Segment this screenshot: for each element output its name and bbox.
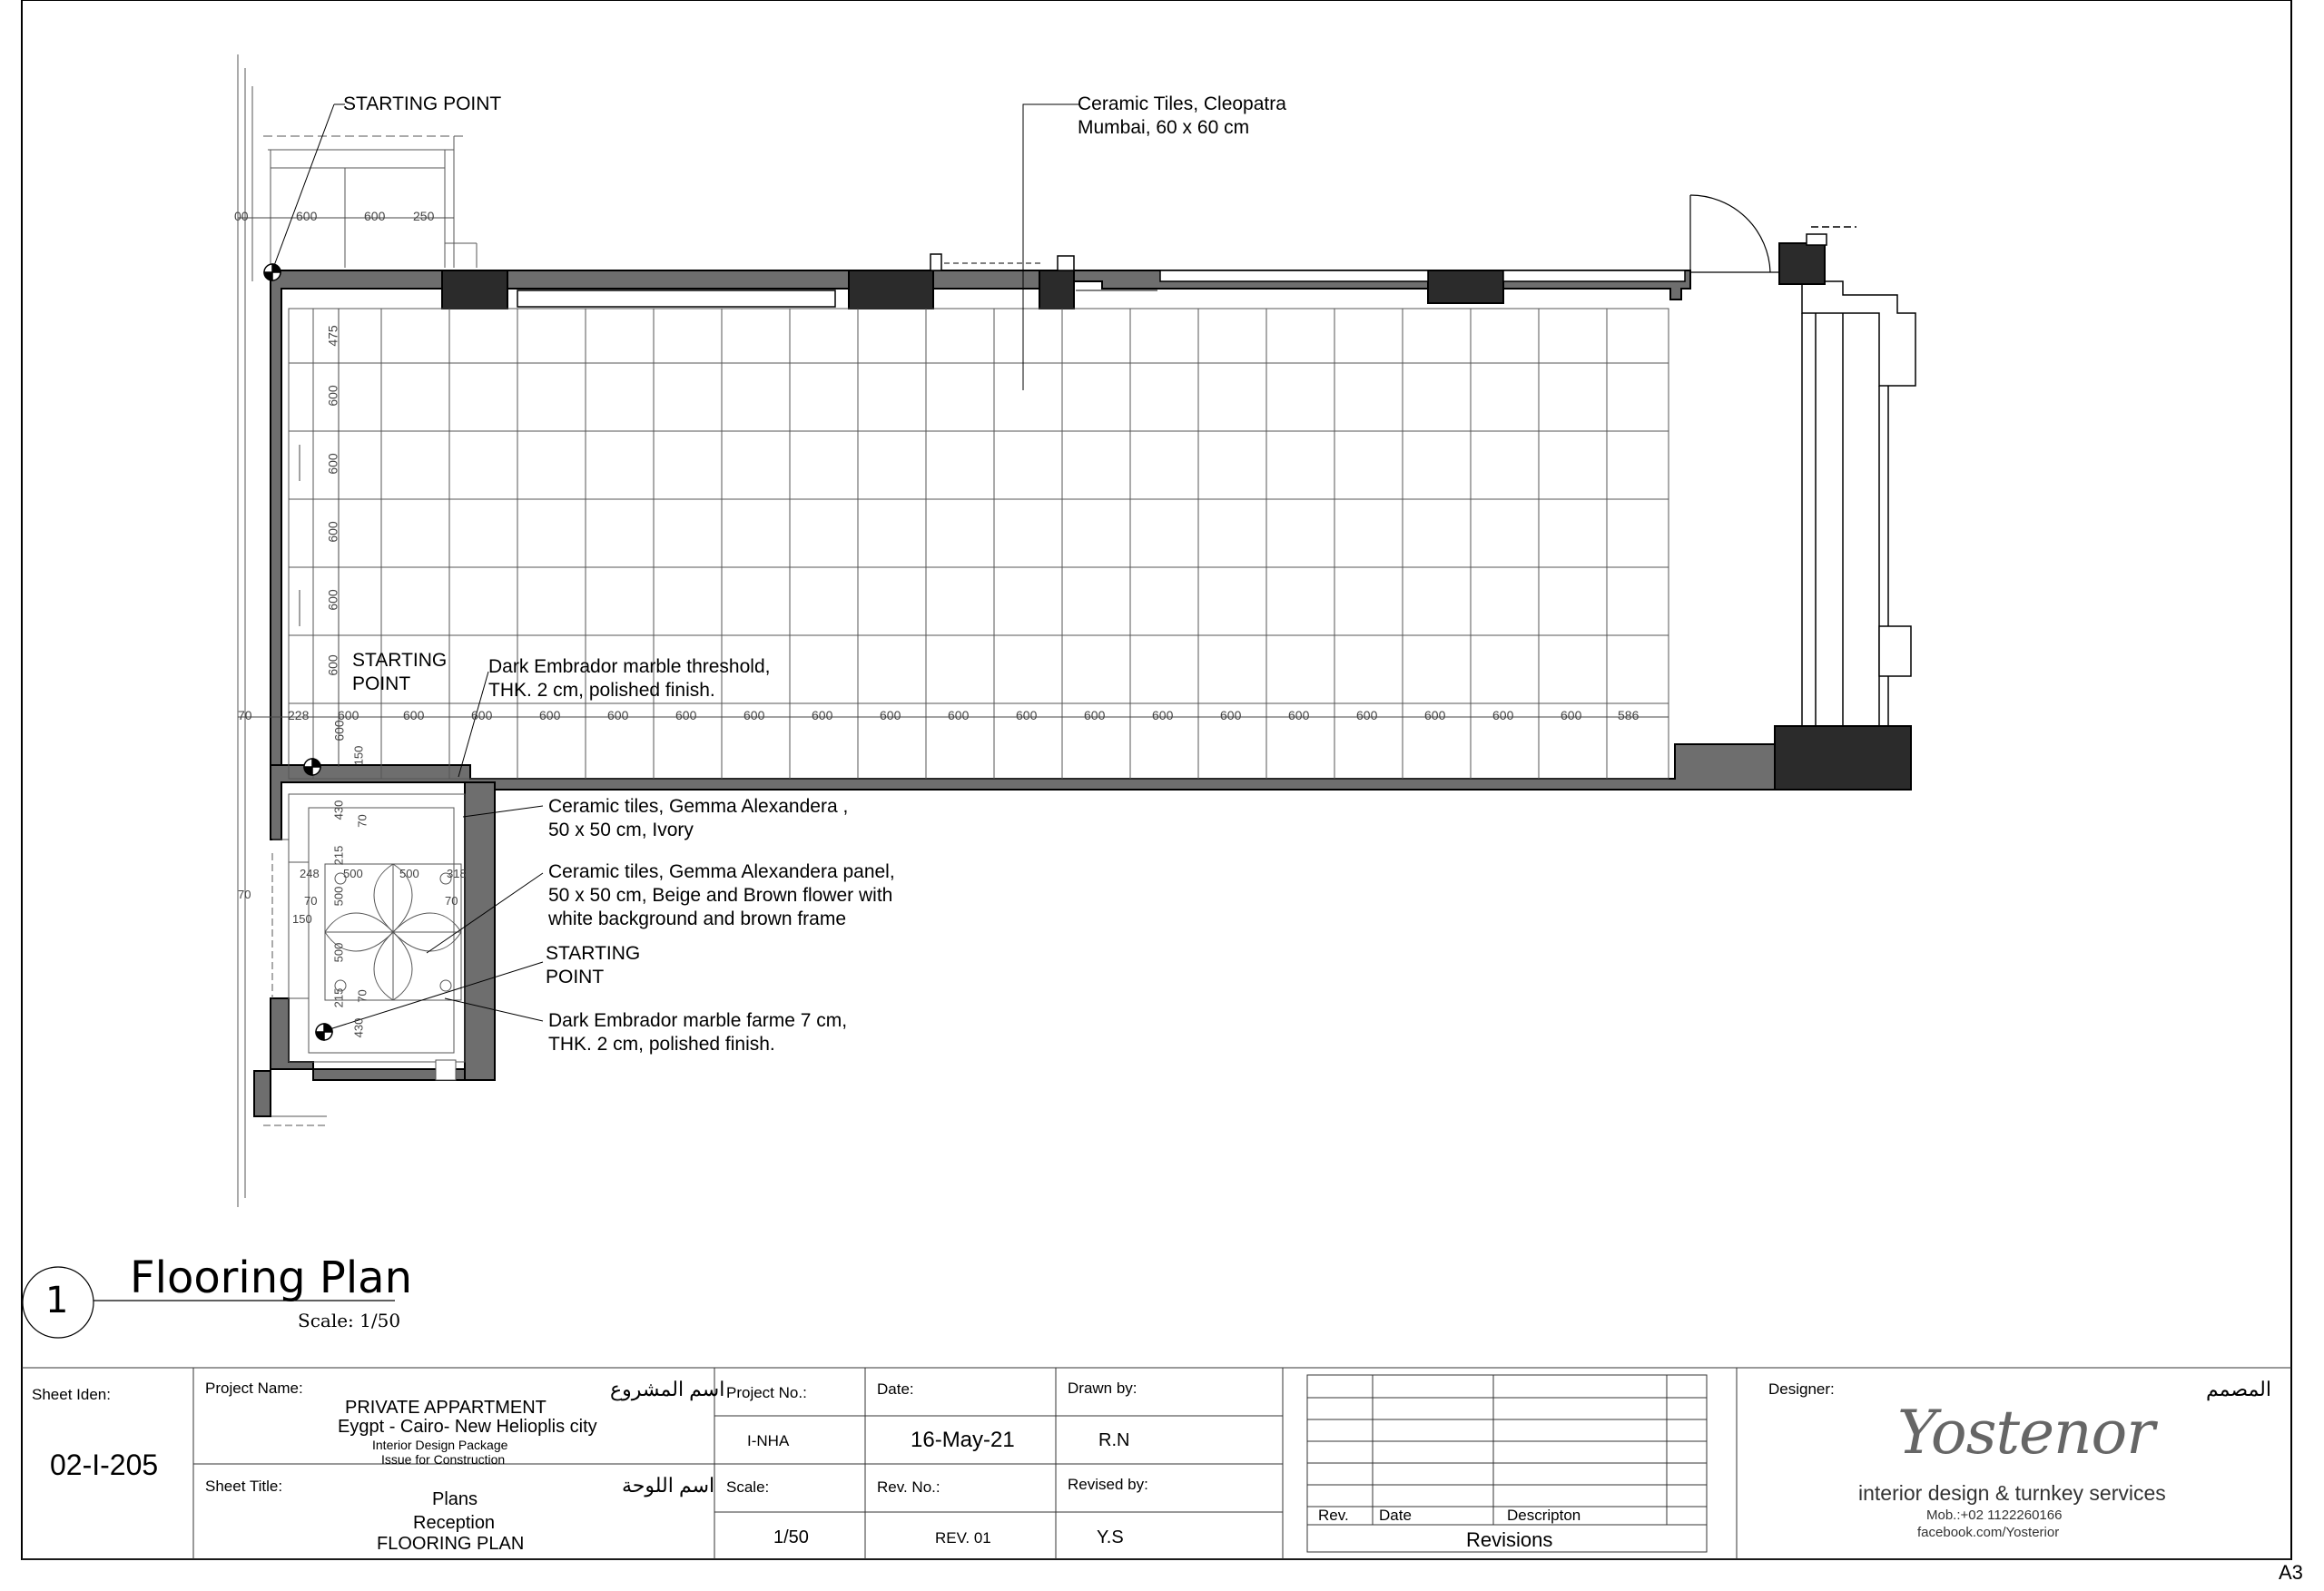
dim-vertical: 600 <box>325 589 340 611</box>
dim-top: 600 <box>296 209 318 223</box>
date-value: 16-May-21 <box>911 1428 1015 1452</box>
threshold-label-line2: THK. 2 cm, polished finish. <box>488 680 715 701</box>
rev-column-header: Rev. <box>1318 1507 1349 1524</box>
dim-horizontal: 600 <box>1220 708 1242 722</box>
project-issue: Issue for Construction <box>381 1452 506 1467</box>
dim-top: 600 <box>364 209 386 223</box>
designer-label: Designer: <box>1768 1380 1835 1398</box>
dim-horizontal: 600 <box>880 708 901 722</box>
dim-vertical: 600 <box>325 521 340 543</box>
drawing-title: Flooring Plan <box>130 1252 413 1303</box>
sheet-title-line1: Plans <box>432 1489 478 1509</box>
frame-label-line1: Dark Embrador marble farme 7 cm, <box>548 1010 848 1031</box>
dim-small-misc: 70 <box>355 814 369 828</box>
scale-label: Scale: <box>726 1478 770 1496</box>
dim-small-misc: 248 <box>300 867 320 880</box>
dim-small-misc: 150 <box>292 912 312 926</box>
dim-horizontal: 600 <box>403 708 425 722</box>
vestibule <box>272 794 465 1080</box>
dim-small: 215 <box>331 845 346 866</box>
frame-label-line2: THK. 2 cm, polished finish. <box>548 1034 775 1055</box>
dim-small-misc: 70 <box>238 888 251 901</box>
sheet-title-label: Sheet Title: <box>205 1478 283 1495</box>
dim-vertical: 600 <box>325 453 340 475</box>
dim-vertical: 600 <box>325 654 340 676</box>
designer-facebook: facebook.com/Yosterior <box>1917 1525 2060 1540</box>
project-name-value: PRIVATE APPARTMENT <box>345 1398 547 1418</box>
dim-small: 500 <box>331 886 346 907</box>
sheet-title-line3: FLOORING PLAN <box>377 1534 525 1554</box>
gemma-ivory-label-line2: 50 x 50 cm, Ivory <box>548 820 694 840</box>
dim-top: 250 <box>413 209 435 223</box>
dim-horizontal: 600 <box>471 708 493 722</box>
walls <box>254 270 1779 1116</box>
dim-horizontal: 600 <box>1288 708 1310 722</box>
project-location: Eygpt - Cairo- New Helioplis city <box>338 1417 597 1437</box>
dim-horizontal: 600 <box>1084 708 1106 722</box>
project-name-label: Project Name: <box>205 1380 303 1397</box>
starting-point-mid-line1: STARTING <box>352 650 448 671</box>
revised-by-value: Y.S <box>1097 1527 1124 1547</box>
dim-small-misc: 500 <box>399 867 419 880</box>
dim-vertical: 475 <box>325 325 340 347</box>
sheet-iden-label: Sheet Iden: <box>32 1386 111 1403</box>
starting-point-low-line1: STARTING <box>546 943 641 964</box>
dim-horizontal: 600 <box>1152 708 1174 722</box>
dim-vertical: 600 <box>331 720 347 741</box>
columns <box>442 243 1911 790</box>
dim-small-misc: 70 <box>355 989 369 1003</box>
starting-point-label: STARTING POINT <box>343 93 502 114</box>
dim-horizontal: 600 <box>743 708 765 722</box>
dim-horizontal: 600 <box>1016 708 1038 722</box>
project-no-value: I-NHA <box>747 1432 790 1449</box>
ceramic-cleopatra-label-line2: Mumbai, 60 x 60 cm <box>1078 117 1250 138</box>
dim-small-misc: 500 <box>343 867 363 880</box>
project-package: Interior Design Package <box>372 1438 508 1452</box>
gemma-panel-label-line2: 50 x 50 cm, Beige and Brown flower with <box>548 885 893 906</box>
designer-mobile: Mob.:+02 1122260166 <box>1926 1508 2063 1523</box>
project-name-arabic: اسم المشروع <box>610 1378 725 1400</box>
sheet-size: A3 <box>2279 1561 2303 1584</box>
designer-arabic: المصمم <box>2206 1378 2271 1400</box>
dim-horizontal: 600 <box>1561 708 1582 722</box>
date-column-header: Date <box>1379 1507 1412 1524</box>
dim-small-misc: 70 <box>304 894 318 908</box>
sheet-title-arabic: اسم اللوحة <box>622 1474 715 1497</box>
dim-small: 430 <box>351 1017 366 1038</box>
sheet-title-line2: Reception <box>413 1513 496 1533</box>
dim-horizontal: 600 <box>812 708 833 722</box>
gemma-panel-label-line1: Ceramic tiles, Gemma Alexandera panel, <box>548 861 895 882</box>
dim-horizontal: 600 <box>675 708 697 722</box>
dim-horizontal: 586 <box>1618 708 1640 722</box>
dim-horizontal: 600 <box>1492 708 1514 722</box>
dim-small: 215 <box>331 987 346 1008</box>
dim-small-misc: 318 <box>447 867 467 880</box>
door <box>1690 195 1779 272</box>
dim-horizontal: 600 <box>1424 708 1446 722</box>
gemma-ivory-label-line1: Ceramic tiles, Gemma Alexandera , <box>548 796 849 817</box>
revised-by-label: Revised by: <box>1068 1476 1148 1493</box>
sheet-iden-value: 02-I-205 <box>50 1449 159 1481</box>
rev-no-value: REV. 01 <box>935 1529 991 1547</box>
exterior-right <box>1802 227 1915 726</box>
dim-vertical: 600 <box>325 385 340 407</box>
dim-small-misc: 70 <box>445 894 458 908</box>
dim-horizontal: 600 <box>338 708 359 722</box>
date-label: Date: <box>877 1380 914 1398</box>
designer-tagline: interior design & turnkey services <box>1858 1481 2166 1505</box>
dim-horizontal: 600 <box>948 708 970 722</box>
designer-logo: Yostenor <box>1897 1398 2154 1468</box>
description-column-header: Descripton <box>1507 1507 1581 1524</box>
dim-top: 00 <box>234 209 249 223</box>
revisions-title: Revisions <box>1466 1528 1553 1551</box>
drawn-by-label: Drawn by: <box>1068 1380 1137 1397</box>
starting-point-low-line2: POINT <box>546 967 605 987</box>
drawing-scale: Scale: 1/50 <box>298 1310 401 1331</box>
drawing-number: 1 <box>45 1280 69 1321</box>
gemma-panel-label-line3: white background and brown frame <box>548 908 847 929</box>
threshold-label-line1: Dark Embrador marble threshold, <box>488 656 771 677</box>
reception-tile-grid <box>289 309 1669 779</box>
dim-horizontal: 600 <box>607 708 629 722</box>
dim-horizontal: 600 <box>1356 708 1378 722</box>
scale-value: 1/50 <box>773 1527 809 1547</box>
dim-small: 430 <box>331 800 346 820</box>
dim-horizontal: 600 <box>539 708 561 722</box>
dim-small: 150 <box>351 745 366 766</box>
dim-small: 500 <box>331 942 346 963</box>
starting-point-mid-line2: POINT <box>352 673 411 694</box>
drawn-by-value: R.N <box>1098 1430 1130 1450</box>
dim-horizontal: 228 <box>288 708 310 722</box>
dim-horizontal: 70 <box>238 708 252 722</box>
rev-no-label: Rev. No.: <box>877 1478 940 1496</box>
ceramic-cleopatra-label-line1: Ceramic Tiles, Cleopatra <box>1078 93 1286 114</box>
project-no-label: Project No.: <box>726 1384 807 1401</box>
